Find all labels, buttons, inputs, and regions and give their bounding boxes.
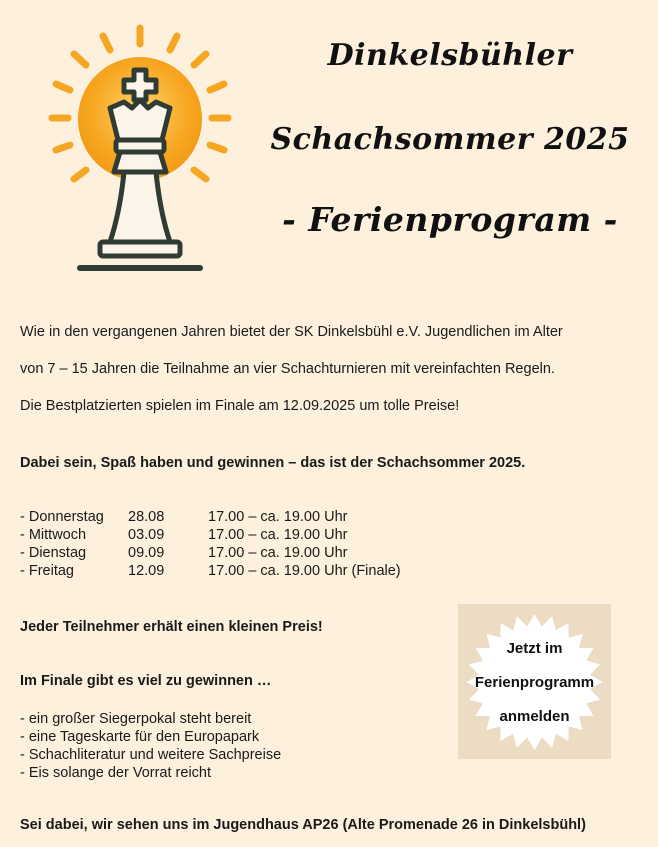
schedule-day: - Mittwoch (20, 527, 87, 543)
register-badge-text (458, 632, 611, 734)
schedule-day: - Donnerstag (20, 509, 104, 525)
footer-note: Sei dabei, wir sehen uns im Jugendhaus AP26 (Alte Promenade 26 in Dinkelsbühl) (20, 817, 586, 833)
schedule-date: 09.09 (128, 545, 165, 561)
prize-list (20, 710, 281, 782)
schedule-time: 17.00 – ca. 19.00 Uhr (208, 545, 348, 561)
list-item: - ein großer Siegerpokal steht bereit (20, 711, 252, 727)
chess-king-logo (40, 22, 240, 277)
intro-line-2: von 7 – 15 Jahren die Teilnahme an vier Schachturnieren mit vereinfachten Regeln. (20, 361, 555, 377)
title-line-2: Schachsommer 2025 (270, 122, 630, 157)
schedule-date: 12.09 (128, 563, 165, 579)
schedule-date: 28.08 (128, 509, 165, 525)
badge-line-1: Jetzt im (506, 640, 563, 657)
schedule-day: - Dienstag (20, 545, 87, 561)
schedule-row (20, 526, 401, 544)
schedule-time: 17.00 – ca. 19.00 Uhr (208, 527, 348, 543)
schedule-row (20, 562, 401, 580)
title-line-3: - Ferienprogram - (282, 200, 618, 239)
schedule-day: - Freitag (20, 563, 74, 579)
intro-line-3: Die Bestplatzierten spielen im Finale am 12.09.2025 um tolle Preise! (20, 398, 460, 414)
list-item: - Eis solange der Vorrat reicht (20, 765, 212, 781)
list-item: - Schachliteratur und weitere Sachpreise (20, 747, 282, 763)
badge-line-2: Ferienprogramm (474, 674, 595, 691)
prize-note: Jeder Teilnehmer erhält einen kleinen Preis! (20, 619, 323, 635)
register-badge[interactable] (458, 604, 611, 759)
schedule-date: 03.09 (128, 527, 165, 543)
title-line-1: Dinkelsbühler (327, 38, 573, 73)
schedule-row (20, 544, 401, 562)
badge-line-3: anmelden (499, 708, 570, 725)
list-item: - eine Tageskarte für den Europapark (20, 729, 260, 745)
schedule-list (20, 508, 401, 580)
schedule-time: 17.00 – ca. 19.00 Uhr (208, 509, 348, 525)
tagline: Dabei sein, Spaß haben und gewinnen – das ist der Schachsommer 2025. (20, 455, 526, 471)
schedule-time: 17.00 – ca. 19.00 Uhr (Finale) (208, 563, 401, 579)
finale-heading: Im Finale gibt es viel zu gewinnen … (20, 673, 272, 689)
intro-line-1: Wie in den vergangenen Jahren bietet der SK Dinkelsbühl e.V. Jugendlichen im Alter (20, 324, 563, 340)
schedule-row (20, 508, 401, 526)
